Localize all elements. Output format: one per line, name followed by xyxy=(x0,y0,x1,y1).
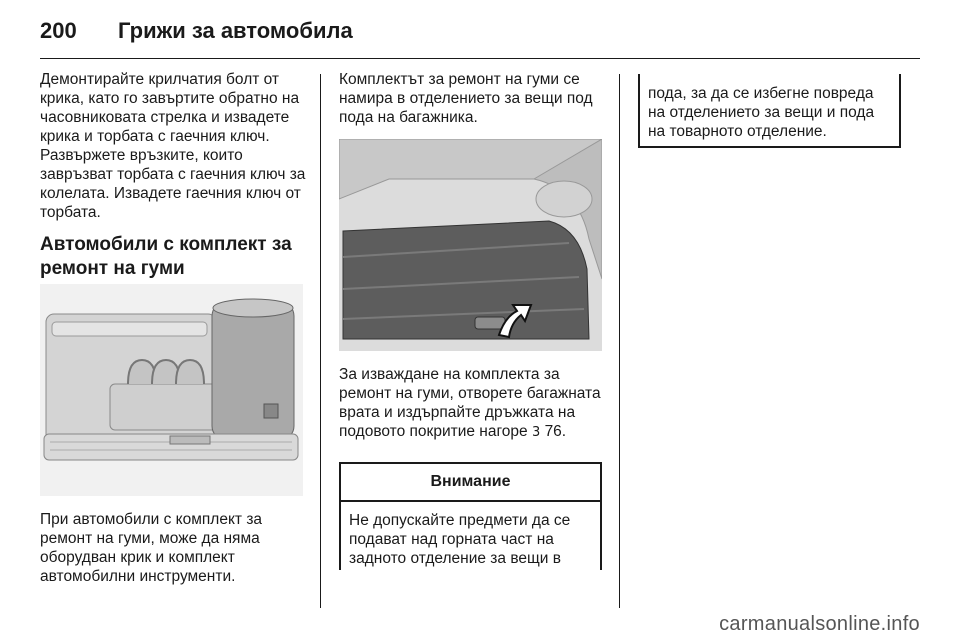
section-heading: Автомобили с комплект за ремонт на гуми xyxy=(40,234,292,279)
column-divider-2 xyxy=(619,74,620,608)
removal-paragraph xyxy=(339,365,611,442)
warning-title: Внимание xyxy=(341,464,600,502)
page-reference-icon: 3 xyxy=(531,425,541,440)
page-number: 200 xyxy=(40,18,77,43)
warning-text: Не допускайте предмети да се подават над горната част на задното отделение за вещи в xyxy=(349,512,571,567)
warning-box-continued xyxy=(638,74,901,148)
removal-text: За изваждане на комплекта за ремонт на гуми, отворете багажната врата и издърпайте дръжката на подовото покритие нагоре xyxy=(339,366,601,440)
kit-location-paragraph: Комплектът за ремонт на гуми се намира в отделението за вещи под пода на багажника. xyxy=(339,71,593,126)
tire-repair-kit-illustration xyxy=(40,284,303,496)
page-reference: 76. xyxy=(544,423,567,440)
warning-continued-text: пода, за да се избегне повреда на отделението за вещи и пода на товарното отделение. xyxy=(648,85,875,140)
cargo-floor-illustration xyxy=(339,139,602,351)
page-title: Грижи за автомобила xyxy=(118,18,353,43)
warning-box xyxy=(339,462,602,570)
intro-paragraph: Демонтирайте крилчатия болт от крика, като го завъртите обратно на часовниковата стрелка и извадете крика и торбата с гаечния ключ. Развържете връзките, които завръзват торбата с гаечния ключ за колелата. Извадете гаечния ключ от торбата. xyxy=(40,71,306,221)
figure-caption: При автомобили с комплект за ремонт на гуми, може да няма оборудван крик и комплект автомобилни инструменти. xyxy=(40,511,263,585)
watermark: carmanualsonline.info xyxy=(719,613,920,635)
header-rule xyxy=(40,58,920,59)
page-header xyxy=(40,18,353,44)
column-divider-1 xyxy=(320,74,321,608)
